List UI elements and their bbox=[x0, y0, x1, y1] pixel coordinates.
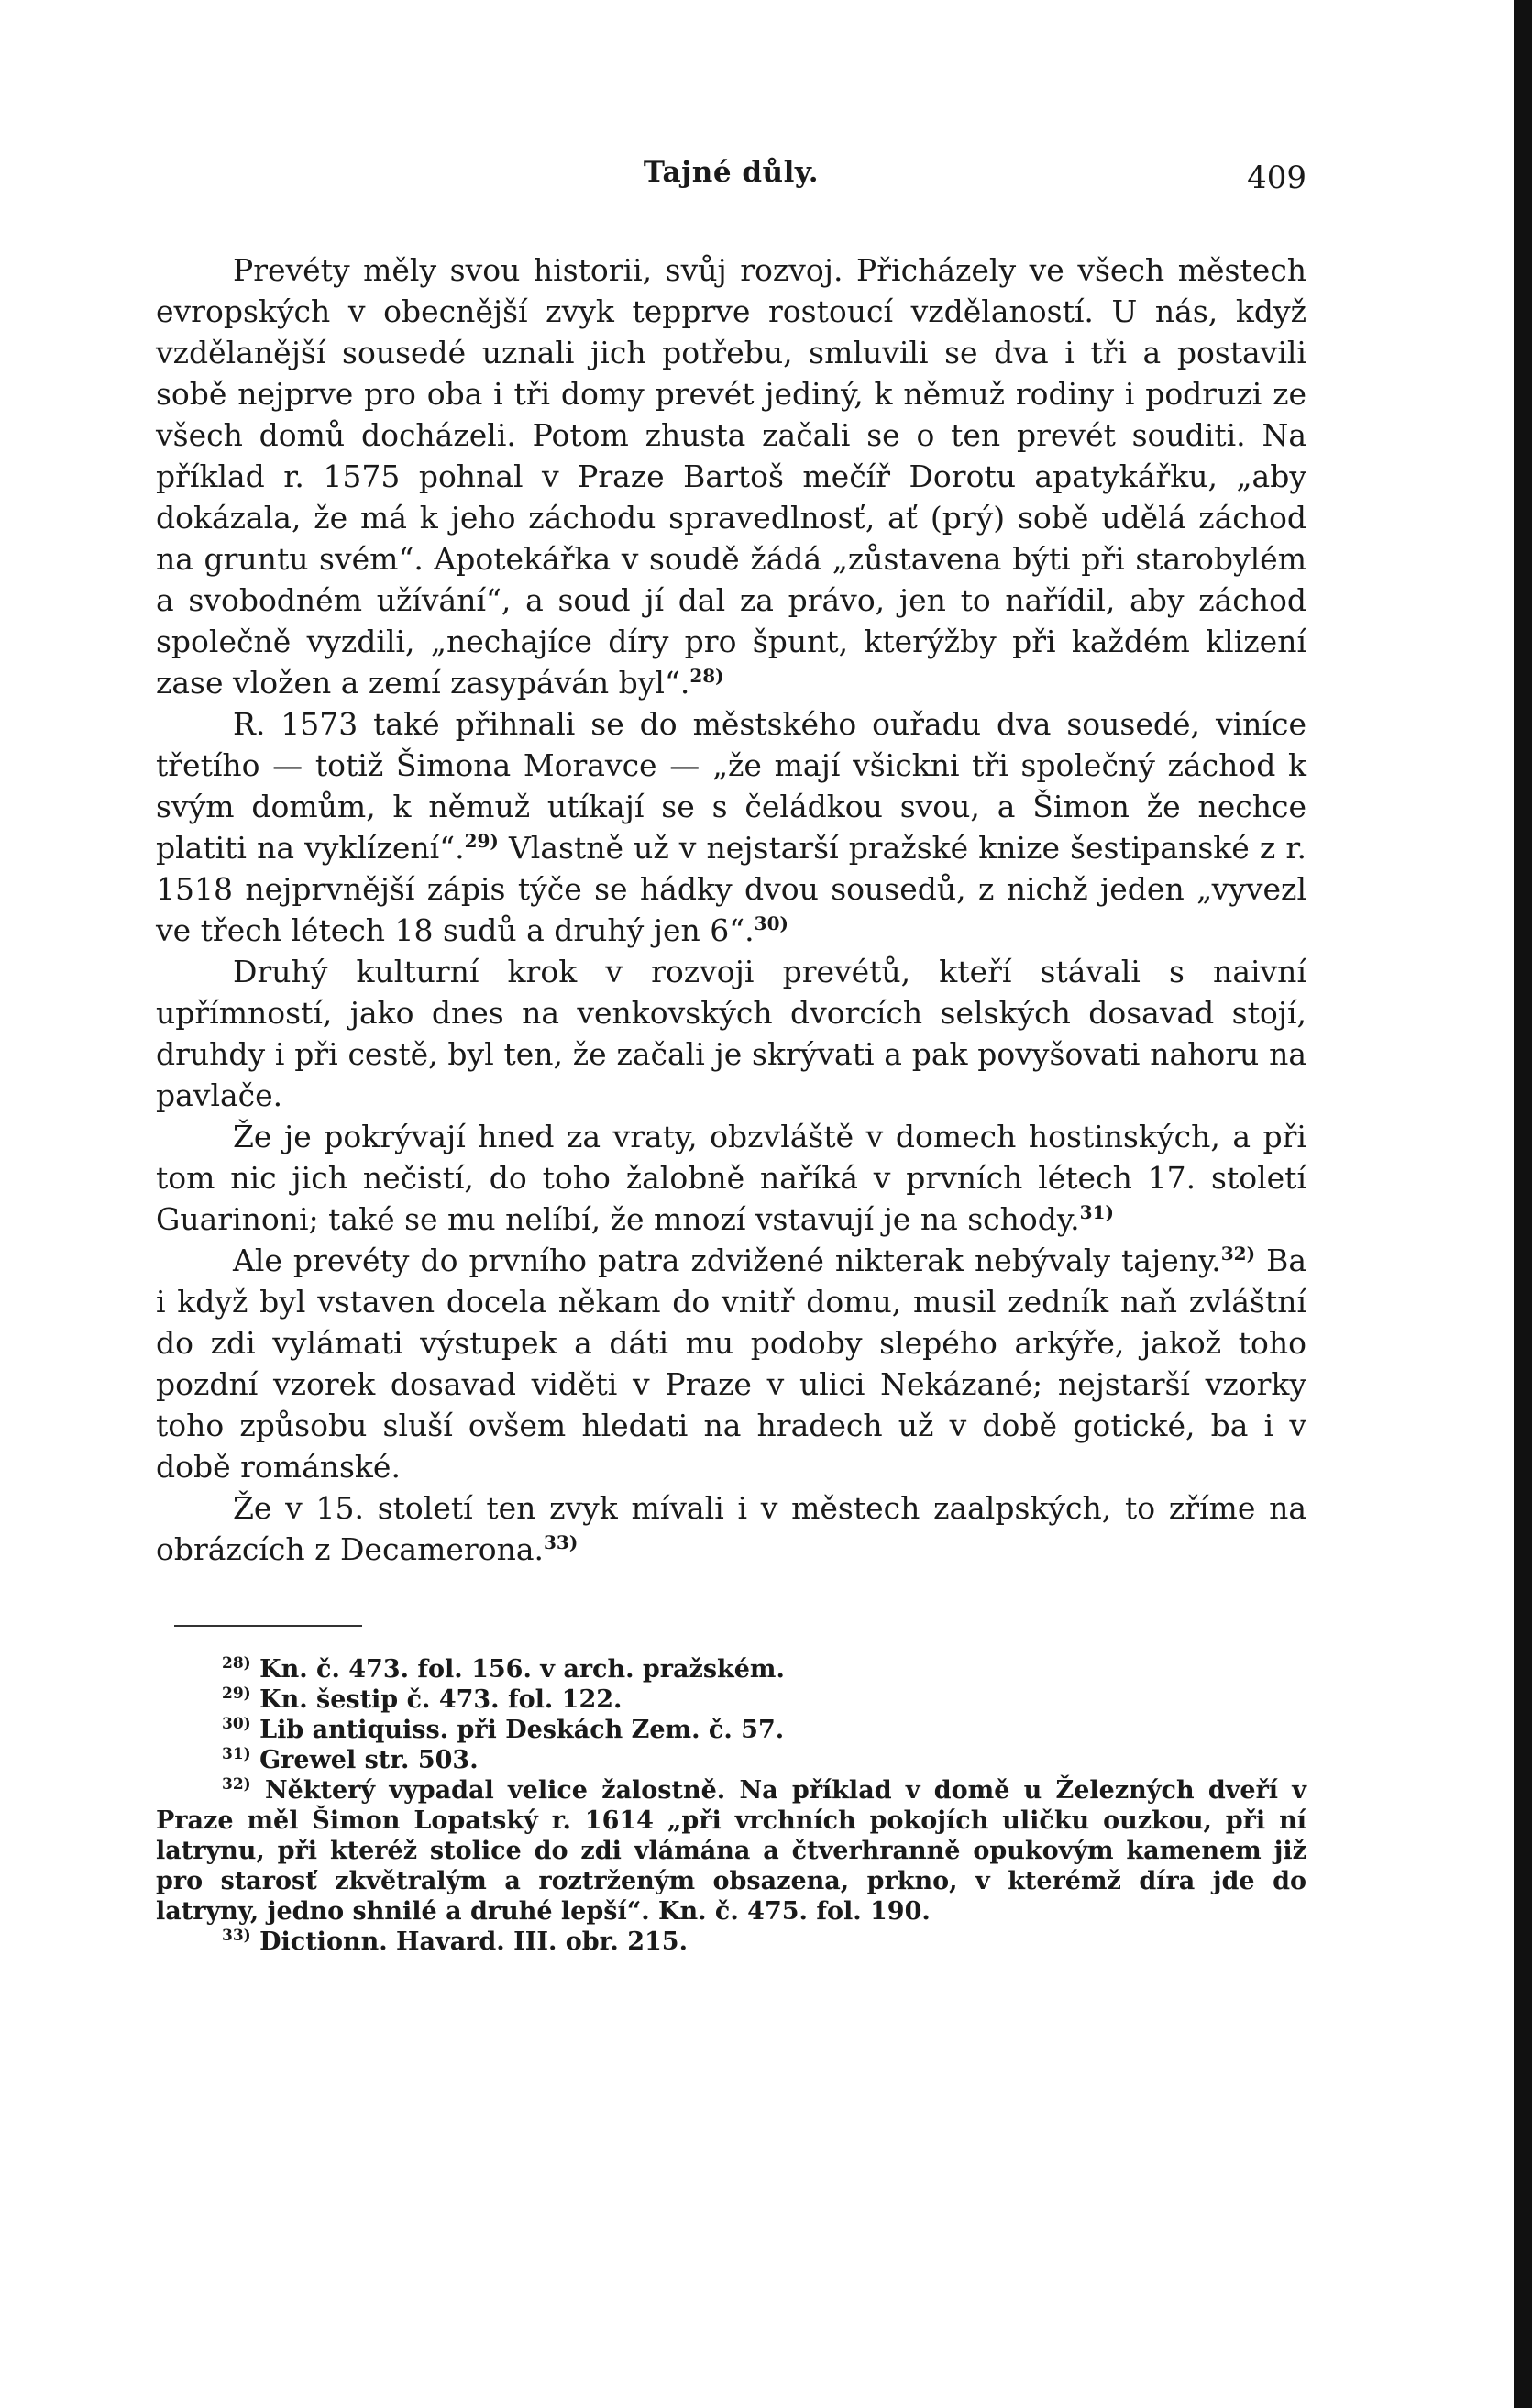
footnote bbox=[156, 1745, 1306, 1775]
running-title: Tajné důly. bbox=[643, 156, 820, 189]
paragraph-text: Že je pokrývají hned za vraty, obzvláště v domech hostinských, a při tom nic jich nečistí, do toho žalobně naříká v prvních létech 17. století Guarinoni; také se mu nelíbí, že mnozí vstavují je na schody. bbox=[156, 1119, 1306, 1237]
page-number: 409 bbox=[1247, 160, 1306, 196]
footnote-divider bbox=[174, 1625, 362, 1627]
paragraph-text: R. 1573 také přihnali se do městského ouřadu dva sousedé, viníce třetího — totiž Šimona Moravce — „že mají všickni tři společný záchod k svým domům, k němuž utíkají se s čeládkou svou, a Šimon že nechce platiti na vyklízení“. bbox=[156, 706, 1306, 866]
footnote bbox=[156, 1927, 1306, 1957]
footnote-text: Lib antiquiss. při Deskách Zem. č. 57. bbox=[250, 1716, 785, 1744]
footnote-mark: 28) bbox=[222, 1654, 251, 1673]
footnote-reference: 28) bbox=[689, 665, 724, 687]
paragraph-text: Prevéty měly svou historii, svůj rozvoj. Přicházely ve všech městech evropských v obecnější zvyk tepprve rostoucí vzdělaností. U nás, když vzdělanější sousedé uznali jich potřebu, smluvili se dva i tři a postavili sobě nejprve pro oba i tři domy prevét jediný, k němuž rodiny i podruzi ze všech domů docházeli. Potom zhusta začali se o ten prevét souditi. Na příklad r. 1575 pohnal v Praze Bartoš mečíř Dorotu apatykářku, „aby dokázala, že má k jeho záchodu spravedlnosť, ať (prý) sobě udělá záchod na gruntu svém“. Apotekářka v soudě žádá „zůstavena býti při starobylém a svobodném užívání“, a soud jí dal za právo, jen to nařídil, aby záchod společně vyzdili, „nechajíce díry pro špunt, kterýžby při každém klizení zase vložen a zemí zasypáván byl“. bbox=[156, 252, 1306, 701]
footnote-text: Kn. šestip č. 473. fol. 122. bbox=[250, 1685, 623, 1714]
footnote bbox=[156, 1654, 1306, 1684]
paragraph-text: Že v 15. století ten zvyk mívali i v městech zaalpských, to zříme na obrázcích z Decamerona. bbox=[156, 1490, 1306, 1567]
footnote-mark: 31) bbox=[222, 1745, 251, 1763]
footnote-mark: 30) bbox=[222, 1715, 251, 1733]
book-page bbox=[156, 147, 1306, 1957]
paragraph bbox=[156, 1487, 1306, 1570]
body-text bbox=[156, 249, 1306, 1570]
footnote-reference: 31) bbox=[1079, 1201, 1114, 1223]
paragraph bbox=[156, 703, 1306, 951]
footnote-reference: 29) bbox=[464, 830, 499, 852]
paragraph-text: Ale prevéty do prvního patra zdvižené nikterak nebývaly tajeny. bbox=[233, 1243, 1221, 1278]
paragraph bbox=[156, 951, 1306, 1116]
footnote-text: Některý vypadal velice žalostně. Na příklad v domě u Železných dveří v Praze měl Šimon Lopatský r. 1614 „při vrchních pokojích uličku ouzkou, při ní latrynu, při kteréž stolice do zdi vlámána a čtverhranně opukovým kamenem již pro starosť zkvětralým a roztrženým obsazena, prkno, v kterémž díra jde do latryny, jedno shnilé a druhé lepší“. Kn. č. 475. fol. 190. bbox=[156, 1776, 1306, 1926]
footnote-mark: 32) bbox=[222, 1775, 251, 1794]
paragraph bbox=[156, 249, 1306, 703]
running-head bbox=[156, 147, 1306, 202]
footnote bbox=[156, 1684, 1306, 1715]
footnote-mark: 29) bbox=[222, 1684, 251, 1703]
footnote-text: Kn. č. 473. fol. 156. v arch. pražském. bbox=[250, 1655, 785, 1684]
footnote-reference: 30) bbox=[754, 912, 788, 934]
paragraph bbox=[156, 1116, 1306, 1240]
footnote-reference: 32) bbox=[1220, 1243, 1256, 1265]
footnote bbox=[156, 1715, 1306, 1745]
paragraph-text: Vlastně už v nejstarší pražské knize šestipanské z r. 1518 nejprvnější zápis týče se hádky dvou sousedů, z nichž jeden „vyvezl ve třech létech 18 sudů a druhý jen 6“. bbox=[156, 830, 1306, 948]
paragraph-text: Druhý kulturní krok v rozvoji prevétů, kteří stávali s naivní upřímností, jako dnes na venkovských dvorcích selských dosavad stojí, druhdy i při cestě, byl ten, že začali je skrývati a pak povyšovati nahoru na pavlače. bbox=[156, 954, 1306, 1113]
paragraph bbox=[156, 1240, 1306, 1487]
footnote-mark: 33) bbox=[222, 1927, 251, 1945]
footnote bbox=[156, 1775, 1306, 1927]
footnote-reference: 33) bbox=[544, 1531, 579, 1553]
paragraph-text: Ba i když byl vstaven docela někam do vnitř domu, musil zedník naň zvláštní do zdi vylámati výstupek a dáti mu podoby slepého arkýře, jakož toho pozdní vzorek dosavad viděti v Praze v ulici Nekázané; nejstarší vzorky toho způsobu sluší ovšem hledati na hradech už v době gotické, ba i v době románské. bbox=[156, 1243, 1306, 1485]
footnote-text: Dictionn. Havard. III. obr. 215. bbox=[250, 1928, 688, 1956]
scan-edge bbox=[1514, 0, 1532, 2408]
footnotes bbox=[156, 1654, 1306, 1957]
footnote-text: Grewel str. 503. bbox=[250, 1746, 479, 1774]
